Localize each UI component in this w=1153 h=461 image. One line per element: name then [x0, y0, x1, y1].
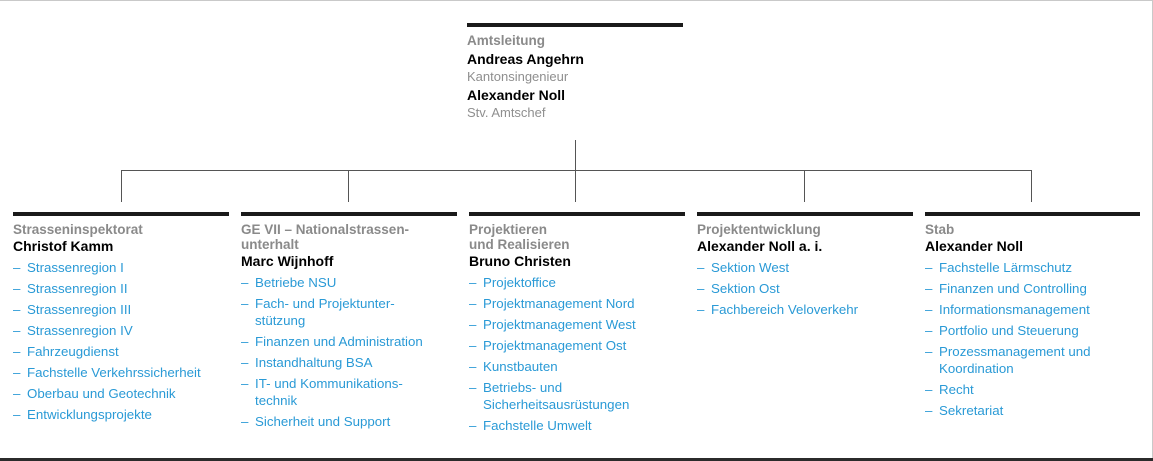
list-item — [925, 322, 1140, 339]
unit-title-line: Stab — [925, 222, 955, 237]
list-item: – Strassenregion IV — [13, 322, 229, 339]
connector-drop-5 — [1031, 170, 1032, 202]
list-item — [241, 333, 457, 350]
list-item-line: – Projektoffice — [483, 275, 556, 290]
list-item-line: technik — [255, 393, 298, 408]
list-item — [697, 301, 913, 318]
unit-title — [241, 222, 457, 252]
org-box-projektieren — [469, 212, 685, 438]
unit-title-line: und Realisieren — [469, 237, 570, 252]
list-item-line: – Informationsmanagement — [939, 302, 1090, 317]
org-box-amtsleitung — [467, 23, 683, 122]
list-item-line: – Betriebs- und — [483, 380, 563, 395]
list-item-line: – Prozessmanagement und — [939, 344, 1091, 359]
box-top-bar — [467, 23, 683, 27]
unit-head: Christof Kamm — [13, 238, 114, 254]
list-item — [241, 375, 457, 409]
unit-list — [13, 259, 229, 423]
unit-list — [469, 274, 685, 434]
list-item — [925, 402, 1140, 419]
list-item-line: – Portfolio und Steuerung — [939, 323, 1079, 338]
unit-title-line: Strasseninspektorat — [13, 222, 143, 237]
list-item: – Strassenregion I — [13, 259, 229, 276]
list-item — [469, 379, 685, 413]
connector-horizontal — [121, 170, 1032, 171]
connector-drop-1 — [121, 170, 122, 202]
list-item-line: – Instandhaltung BSA — [255, 355, 373, 370]
list-item-line: – Sicherheit und Support — [255, 414, 391, 429]
list-item-line: – Projektmanagement Nord — [483, 296, 635, 311]
unit-head: Alexander Noll a. i. — [697, 238, 823, 254]
org-box-ge-vii — [241, 212, 457, 434]
list-item-line: – Fachstelle Lärmschutz — [939, 260, 1073, 275]
list-item — [469, 274, 685, 291]
list-item — [469, 295, 685, 312]
box-top-bar — [469, 212, 685, 216]
list-item-line: – Recht — [939, 382, 974, 397]
unit-head: Marc Wijnhoff — [241, 253, 334, 269]
unit-head: Alexander Noll — [925, 238, 1024, 254]
list-item-line: – IT- und Kommunikations- — [255, 376, 403, 391]
list-item — [241, 295, 457, 329]
list-item — [925, 381, 1140, 398]
list-item: – Fachstelle Verkehrssicherheit — [13, 364, 229, 381]
list-item-line: – Sekretariat — [939, 403, 1004, 418]
list-item-line: – Fachstelle Umwelt — [483, 418, 592, 433]
list-item — [697, 259, 913, 276]
list-item-line: Sicherheitsausrüstungen — [483, 397, 630, 412]
unit-head: Bruno Christen — [469, 253, 571, 269]
box-top-bar — [241, 212, 457, 216]
box-top-bar — [925, 212, 1140, 216]
list-item — [925, 301, 1140, 318]
list-item-line: – Fach- und Projektunter- — [255, 296, 395, 311]
list-item — [241, 413, 457, 430]
unit-title-line: unterhalt — [241, 237, 299, 252]
list-item — [469, 358, 685, 375]
list-item-line: – Fachbereich Veloverkehr — [711, 302, 859, 317]
list-item — [925, 280, 1140, 297]
list-item: – Entwicklungsprojekte — [13, 406, 229, 423]
person-role: Kantonsingenieur — [467, 69, 569, 84]
org-box-strasseninspektorat — [13, 212, 229, 427]
unit-list — [697, 259, 913, 318]
connector-drop-4 — [804, 170, 805, 202]
connector-drop-3 — [575, 170, 576, 202]
list-item — [697, 280, 913, 297]
list-item — [241, 354, 457, 371]
list-item-line: – Projektmanagement Ost — [483, 338, 627, 353]
list-item — [925, 259, 1140, 276]
list-item — [241, 274, 457, 291]
list-item — [925, 343, 1140, 377]
list-item-line: – Finanzen und Administration — [255, 334, 423, 349]
person-name: Andreas Angehrn — [467, 51, 584, 67]
list-item-line: – Finanzen und Controlling — [939, 281, 1087, 296]
org-box-stab — [925, 212, 1140, 423]
list-item-line: Koordination — [939, 361, 1014, 376]
list-item-line: – Kunstbauten — [483, 359, 558, 374]
box-top-bar — [697, 212, 913, 216]
list-item: – Oberbau und Geotechnik — [13, 385, 229, 402]
person-role: Stv. Amtschef — [467, 105, 546, 120]
unit-title — [13, 222, 229, 237]
unit-title-line: Projektieren — [469, 222, 548, 237]
list-item-line: stützung — [255, 313, 306, 328]
org-box-projektentwicklung — [697, 212, 913, 322]
unit-title-line: Projektentwicklung — [697, 222, 821, 237]
person-name: Alexander Noll — [467, 87, 566, 103]
list-item-line: – Betriebe NSU — [255, 275, 337, 290]
unit-list — [241, 274, 457, 430]
unit-title — [697, 222, 913, 237]
connector-drop-2 — [348, 170, 349, 202]
unit-title: Amtsleitung — [467, 33, 546, 48]
unit-title-line: GE VII – Nationalstrassen- — [241, 222, 410, 237]
list-item-line: – Sektion Ost — [711, 281, 780, 296]
frame-top-border — [0, 0, 1153, 1]
list-item: – Strassenregion III — [13, 301, 229, 318]
list-item — [469, 337, 685, 354]
list-item-line: – Sektion West — [711, 260, 790, 275]
unit-title — [925, 222, 1140, 237]
list-item — [469, 417, 685, 434]
list-item: – Fahrzeugdienst — [13, 343, 229, 360]
box-top-bar — [13, 212, 229, 216]
list-item — [469, 316, 685, 333]
list-item-line: – Projektmanagement West — [483, 317, 636, 332]
unit-title — [469, 222, 685, 252]
list-item: – Strassenregion II — [13, 280, 229, 297]
unit-list — [925, 259, 1140, 419]
connector-trunk — [575, 140, 576, 171]
